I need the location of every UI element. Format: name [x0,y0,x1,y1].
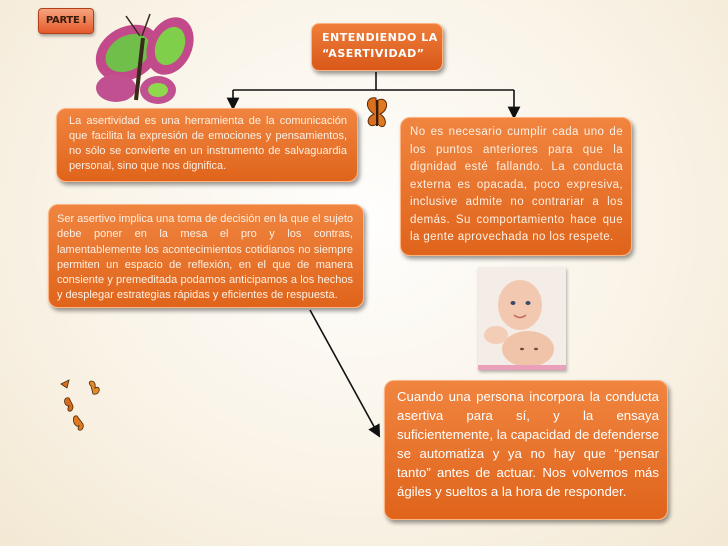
title-line-1: ENTENDIENDO LA [322,31,438,44]
decision-box: Ser asertivo implica una toma de decisión en la que el sujeto debe poner en la mesa el pro y los contras, lamentablemente los acontecimientos cotidianos no siempre permiten un espacio de reflexión, en el que de manera consiente y premeditada podamos anticipamos a los hechos y desplegar estrategias rápidas y eficientes de respuesta. [48,204,364,308]
small-butterfly-icon [362,94,392,134]
part-badge: PARTE I [38,8,94,34]
conclusion-box: Cuando una persona incorpora la conducta asertiva para sí, y la ensaya suficientemente, la capacidad de defenderse se automatiza y ya no hay que “pensar tanto” antes de actuar. Nos volvemos más ágiles y sueltos a la hora de responder. [384,380,668,520]
title-line-2: “ASERTIVIDAD” [322,47,425,60]
not-necessary-box: No es necesario cumplir cada uno de los puntos anteriores para que la dignidad esté fallando. La conducta externa es opacada, poco expresiva, inclusive admite no contrariar a los demás. Su comportamiento hace que la gente aprovechada no los respete. [400,117,632,256]
definition-box: La asertividad es una herramienta de la comunicación que facilita la expresión de emociones y pensamientos, no sólo se convierte en un instrumento de salvaguardia personal, sino que nos dignifica. [56,108,358,182]
title-box [311,23,443,71]
butterfly-swarm-icon [55,376,110,436]
arrow-to-conclusion [310,310,377,432]
butterfly-icon [78,8,198,118]
baby-photo [478,267,566,370]
